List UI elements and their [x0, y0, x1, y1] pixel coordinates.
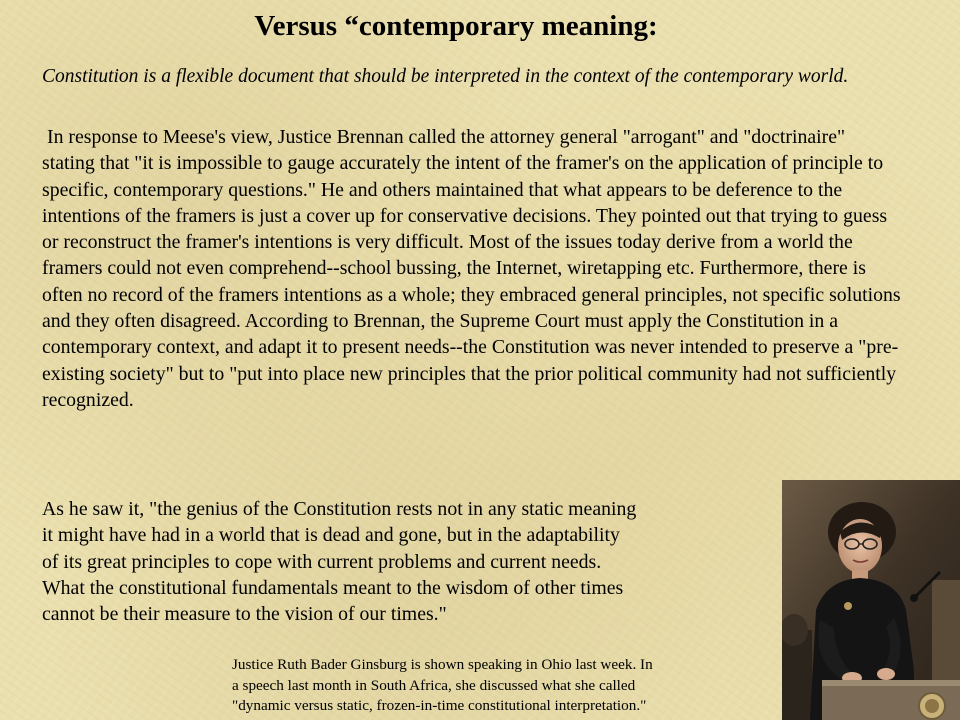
slide-title: Versus “contemporary meaning: — [254, 10, 658, 42]
quote-line: it might have had in a world that is dead and gone, but in the adaptability — [42, 524, 620, 547]
ginsburg-photo-illustration — [782, 480, 960, 720]
quote-line: As he saw it, "the genius of the Constitution rests not in any static meaning — [42, 498, 637, 520]
quote-line: What the constitutional fundamentals meant to the wisdom of other times — [42, 576, 624, 599]
quote-line: of its great principles to cope with current problems and current needs. — [42, 550, 602, 573]
caption-line: Justice Ruth Bader Ginsburg is shown speaking in Ohio last week. In — [232, 656, 653, 673]
intro-paragraph: Constitution is a flexible document that should be interpreted in the context of the contemporary world. — [42, 66, 849, 87]
quote-line: cannot be their measure to the vision of our times." — [42, 603, 447, 626]
body-paragraph — [42, 124, 902, 413]
caption-line: a speech last month in South Africa, she discussed what she called — [232, 676, 636, 694]
ginsburg-photo — [782, 480, 960, 720]
body-text: In response to Meese's view, Justice Brennan called the attorney general "arrogant" and "doctrinaire" stating that "it is impossible to gauge accurately the intent of the framer's on the application of principle to specific, contemporary questions." He and others maintained that what appears to be deference to the intentions of the framers is just a cover up for conservative decisions. They pointed out that trying to guess or reconstruct the framer's intentions is very difficult. Most of the issues today derive from a world the framers could not even comprehend--school bussing, the Internet, wiretapping etc. Furthermore, there is often no record of the framers intentions as a whole; they embraced general principles, not specific solutions and they often disagreed. According to Brennan, the Supreme Court must apply the Constitution in a contemporary context, and adapt it to present needs--the Constitution was never intended to preserve a "pre-existing society" but to "put into place new principles that the prior political community had not sufficiently recognized. — [42, 126, 901, 411]
photo-caption — [232, 655, 772, 717]
caption-line: "dynamic versus static, frozen-in-time constitutional interpretation." — [232, 697, 647, 714]
brennan-quote — [42, 496, 782, 627]
